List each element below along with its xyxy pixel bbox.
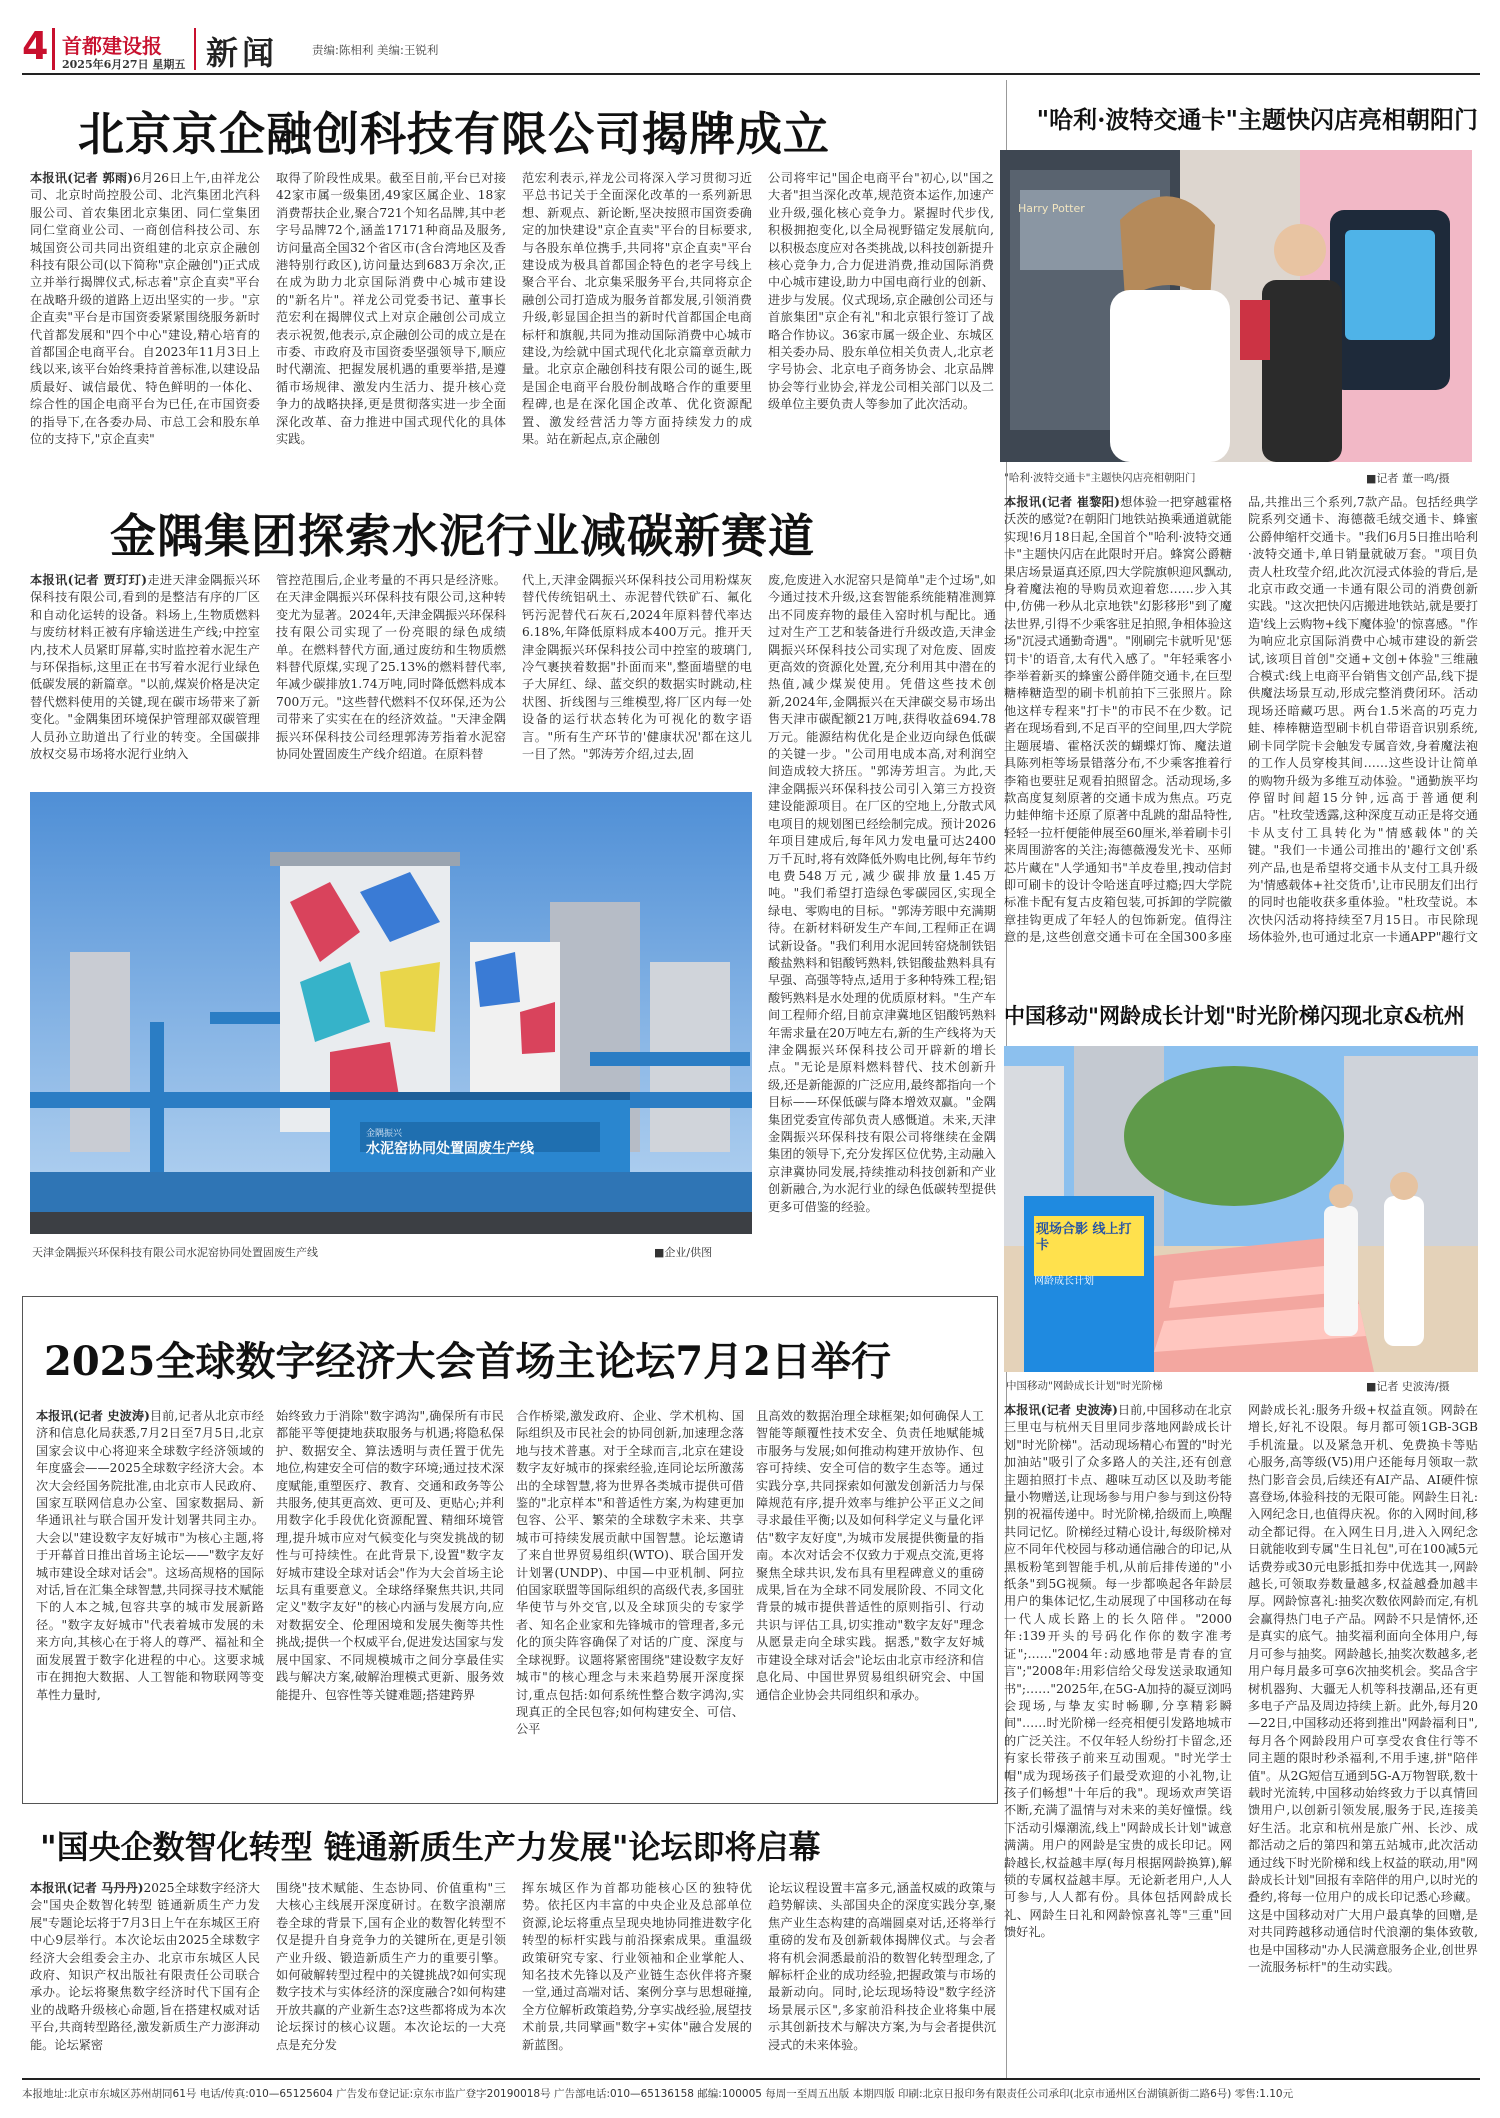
article-column: 代上,天津金隅振兴环保科技公司用粉煤灰替代传统铝矾土、赤泥替代铁矿石、氟化钙污泥替代石灰石,2024年原料替代率达6.18%,年降低原料成本400万元。推开天津金隅振兴环保科技公司中控室的玻璃门,冷气裹挟着数据"扑面而来",整面墙壁的电子大屏红、绿、蓝交织的数据实时跳动,柱状图、折线图与三维模型,将厂区内每一处设备的运行状态转化为可视化的数字语言。"所有生产环节的'健康状况'都在这儿一目了然。"郭涛芳介绍,过去,固 bbox=[522, 573, 752, 762]
china-mobile-illustration bbox=[1004, 1046, 1478, 1372]
byline: 本报讯(记者 马丹丹) bbox=[30, 1881, 144, 1895]
headline-jinyu: 金隅集团探索水泥行业减碳新赛道 bbox=[110, 509, 815, 563]
editors: 责编:陈相利 美编:王锐利 bbox=[312, 43, 439, 57]
photo-caption: 中国移动"网龄成长计划"时光阶梯 bbox=[1006, 1380, 1163, 1392]
article-column: 废,危废进入水泥窑只是简单"走个过场",如今通过技术升级,这套智能系统能精准测算出不同废弃物的最佳入窑时机与配比。通过对生产工艺和装备进行升级改造,天津金隅振兴环保科技公司实现了对危废、固废更高效的资源化处置,充分利用其中潜在的热值,减少煤炭使用。凭借这些技术创新,2024年,金隅振兴在天津碳交易市场出售天津市碳配额21万吨,获得收益694.78万元。能源结构优化是企业迈向绿色低碳的关键一步。"公司用电成本高,对利润空间造成较大挤压。"郭涛芳坦言。为此,天津金隅振兴环保科技公司引入第三方投资建设能源项目。在厂区的空地上,分散式风电项目的规划图已经绘制完成。预计2026年项目建成后,每年风力发电量可达2400万千瓦时,将有效降低外购电比例,每年节约电费548万元,减少碳排放量1.45万吨。"我们希望打造绿色零碳园区,实现全绿电、零购电的目标。"郭涛芳眼中充满期待。在新材料研发生产车间,工程师正在调试新设备。"我们利用水泥回转窑烧制铁铝酸盐熟料和铝酸钙熟料,铁铝酸盐熟料具有早强、高强等特点,适用于多种特殊工程;铝酸钙熟料是水处理的优质原材料。"生产车间工程师介绍,目前京津冀地区铝酸钙熟料年需求量在20万吨左右,新的生产线将为天津金隅振兴环保科技公司开辟新的增长点。"无论是原料燃料替代、技术创新升级,还是新能源的广泛应用,最终都指向一个目标——环保低碳与降本增效双赢。"金隅集团党委宣传部负责人感慨道。未来,天津金隅振兴环保科技有限公司将继续在金隅集团的领导下,充分发挥区位优势,主动融入京津冀协同发展,持续推动科技创新和产业创新融合,为水泥行业的绿色低碳转型提供更多可借鉴的经验。 bbox=[768, 573, 996, 1214]
article-column: 管控范围后,企业考量的不再只是经济账。在天津金隅振兴环保科技有限公司,这种转变尤为显著。2024年,天津金隅振兴环保科技有限公司实现了一份亮眼的绿色成绩单。在燃料替代方面,通过废纺和生物质燃料替代原煤,实现了25.13%的燃料替代率,年减少碳排放1.74万吨,同时降低燃料成本700万元。"这些替代燃料不仅环保,还为公司带来了实实在在的经济效益。"天津金隅振兴环保科技公司经理郭涛芳指着水泥窑协同处置固废生产线介绍道。在原料替 bbox=[276, 573, 506, 762]
paper-name: 首都建设报 bbox=[62, 34, 162, 58]
article-column: 本报讯(记者 史波涛)日前,中国移动在北京三里屯与杭州天目里同步落地网龄成长计划"时光阶梯"。活动现场精心布置的"时光加油站"吸引了众多路人的关注,还有创意主题拍照打卡点、趣味互动区以及助考能量小物赠送,让现场参与用户参与到这份特别的祝福传递中。时光阶梯,拾级而上,唤醒共同记忆。阶梯经过精心设计,每级阶梯对应不同年代校园与移动通信融合的印记,从黑板粉笔到智能手机,从前后排传递的"小纸条"到5G视频。每一步都唤起各年龄层用户的集体记忆,生动展现了中国移动在每一代人成长路上的长久陪伴。"2000年:139开头的号码化作你的数字准考证";……"2004年:动感地带是青春的宣言";"2008年:用彩信给父母发送录取通知书";……"2025年,在5G-A加持的凝豆浏吗会现场,与挚友实时畅聊,分享精彩瞬间"……时光阶梯一经亮相便引发路地城市的广泛关注。不仅年轻人纷纷打卡留念,还有家长带孩子前来互动围观。"时光学士帽"成为现场孩子们最受欢迎的小礼物,让孩子们畅想"十年后的我"。现场欢声笑语不断,充满了温情与对未来的美好憧憬。线下活动引爆潮流,线上"网龄成长计划"诚意满满。用户的网龄是宝贵的成长印记。网龄越长,权益越丰厚(每月根据网龄换算),解锁的专属权益越丰厚。无论新老用户,人人可参与,人人都有份。具体包括网龄成长礼、网龄生日礼和网龄惊喜礼等"三重"回馈好礼。 bbox=[1004, 1403, 1232, 1940]
article-column: 围绕"技术赋能、生态协同、价值重构"三大核心主线展开深度研讨。在数字浪潮席卷全球的背景下,国有企业的数智化转型不仅是提升自身竞争力的关键所在,更是引领产业升级、锻造新质生产力的重要引擎。如何破解转型过程中的关键挑战?如何实现数字技术与实体经济的深度融合?如何构建开放共赢的产业新生态?这些都将成为本次论坛探讨的核心议题。本次论坛的一大亮点是充分发 bbox=[276, 1881, 506, 2052]
article-digital-economy bbox=[36, 1408, 988, 1796]
page-number-bar bbox=[52, 28, 55, 70]
article-column: 合作桥梁,激发政府、企业、学术机构、国际组织及市民社会的协同创新,加速理念落地与技术普惠。对于全球而言,北京在建设数字友好城市的探索经验,连同论坛所激荡出的全球智慧,将为世界各类城市提供可借鉴的"北京样本"和普适性方案,为构建更加包容、公平、繁荣的全球数字未来、共享城市可持续发展贡献中国智慧。论坛邀请了来自世界贸易组织(WTO)、联合国开发计划署(UNDP)、中国—中亚机制、阿拉伯国家联盟等国际组织的高级代表,多国驻华使节与外交官,以及全球顶尖的专家学者、知名企业家和先锋城市的管理者,多元化的顶尖阵容确保了对话的广度、深度与全球视野。议题将紧密围绕"建设数字友好城市"的核心理念与未来趋势展开深度探讨,重点包括:如何系统性整合数字鸿沟,实现真正的全民包容;如何构建安全、可信、公平 bbox=[516, 1409, 744, 1737]
photo-building-sign: 水泥窑协同处置固废生产线 bbox=[366, 1141, 534, 1157]
cement-plant-photo bbox=[30, 792, 752, 1234]
footer-imprint: 本报地址:北京市东城区苏州胡同61号 电话/传真:010—65125604 广告发布登记证:京东市监广登字20190018号 广告部电话:010—65136158 邮编:100005 每周一至周五出版 本期四版 印刷:北京日报印务有限责任公司承印(北京市通州区台湖镇新街二路6号) 零售:1.10元 bbox=[22, 2088, 1294, 2100]
headline-digital-economy: 2025全球数字经济大会首场主论坛7月2日举行 bbox=[44, 1338, 891, 1385]
byline: 本报讯(记者 史波涛) bbox=[1004, 1403, 1118, 1417]
photo-credit: ■企业/供图 bbox=[654, 1246, 713, 1259]
headline-china-mobile: 中国移动"网龄成长计划"时光阶梯闪现北京&杭州 bbox=[1004, 1003, 1465, 1028]
article-column: 本报讯(记者 郭雨)6月26日上午,由祥龙公司、北京时尚控股公司、北汽集团北汽科服公司、首农集团北京集团、同仁堂集团同仁堂商业公司、一商创信科技公司、东城国资公司共同出资组建的北京京企融创科技有限公司(以下简称"京企融创")正式成立并举行揭牌仪式,标志着"京企直卖"平台在战略升级的道路上迈出坚实的一步。"京企直卖"平台是市国资委紧紧围绕服务新时代首都发展和"四个中心"建设,精心培育的首都国企电商平台。自2023年11月3日上线以来,该平台始终秉持首善标准,以建设品质最好、诚信最优、特色鲜明的一体化、综合性的国企电商平台为已任,在市国资委的指导下,在各委办局、市总工会和股东单位的支持下,"京企直卖" bbox=[30, 171, 260, 447]
article-column: 挥东城区作为首都功能核心区的独特优势。依托区内丰富的中央企业及总部单位资源,论坛将重点呈现央地协同推进数字化转型的标杆实践与前沿探索成果。重温级政策研究专家、行业领袖和企业掌舵人、知名技术先锋以及产业链生态伙伴将齐聚一堂,通过高端对话、案例分享与思想碰撞,全方位解析政策趋势,分享实战经验,展望技术前景,共同擘画"数字+实体"融合发展的新蓝图。 bbox=[522, 1881, 752, 2052]
byline: 本报讯(记者 郭雨) bbox=[30, 171, 134, 185]
article-kingqi bbox=[30, 170, 996, 470]
article-column: 本报讯(记者 马丹丹)2025全球数字经济大会"国央企数智化转型 链通新质生产力发展"专题论坛将于7月3日上午在东城区王府中心9层举行。本次论坛由2025全球数字经济大会组委会主办、北京市东城区人民政府、知识产权出版社有限责任公司联合承办。论坛将聚焦数字经济时代下国有企业的战略升级核心命题,旨在搭建权威对话平台,共商转型路径,激发新质生产力澎湃动能。论坛紧密 bbox=[30, 1881, 260, 2052]
article-harry-potter bbox=[1004, 494, 1478, 950]
photo-shop-sign: Harry Potter bbox=[1018, 202, 1085, 215]
photo-credit: ■记者 史波涛/摄 bbox=[1366, 1380, 1450, 1393]
photo-banner: 网龄成长计划 bbox=[1034, 1276, 1094, 1287]
section-bar bbox=[194, 28, 196, 70]
article-column: 范宏利表示,祥龙公司将深入学习贯彻习近平总书记关于全面深化改革的一系列新思想、新观点、新论断,坚决按照市国资委确定的加快建设"京企直卖"平台的目标要求,与各股东单位携手,共同将"京企直卖"平台建设成为极具首都国企特色的老字号线上聚合平台、北京集采服务平台,共同将京企融创公司打造成为服务首都发展,引领消费升级,彰显国企担当的新时代首都国企电商标杆和旗舰,共同为推动国际消费中心城市建设,为绘就中国式现代化北京篇章贡献力量。北京京企融创科技有限公司的诞生,既是国企电商平台股份制战略合作的重要里程碑,也是在深化国企改革、优化资源配置、激发经营活力等方面持续发力的成果。站在新起点,京企融创 bbox=[522, 171, 752, 447]
photo-board-text: 现场合影 线上打卡 bbox=[1036, 1222, 1132, 1253]
headline-kingqi: 北京京企融创科技有限公司揭牌成立 bbox=[78, 107, 830, 161]
page-number: 4 bbox=[22, 24, 49, 68]
photo-caption: "哈利·波特交通卡"主题快闪店亮相朝阳门 bbox=[1004, 472, 1196, 484]
article-column: 公司将牢记"国企电商平台"初心,以"国之大者"担当深化改革,规范资本运作,加速产业升级,强化核心竞争力。紧握时代步伐,积极拥抱变化,以全局视野锚定发展航向,以积极态度应对各类挑战,以科技创新提升核心竞争力,合力促进消费,推动国际消费中心城市建设,助力中国电商行业的创新、进步与发展。仪式现场,京企融创公司还与首旅集团"京企有礼"和北京银行签订了战略合作协议。36家市属一级企业、东城区相关委办局、股东单位相关负责人,北京老字号协会、北京电子商务协会、北京品牌协会等行业协会,祥龙公司相关部门以及二级单位主要负责人等参加了此次活动。 bbox=[768, 171, 994, 412]
footer-rule bbox=[22, 2078, 1480, 2080]
article-forum bbox=[30, 1880, 996, 2070]
article-column: 且高效的数据治理全球框架;如何确保人工智能等颠覆性技术安全、负责任地赋能城市服务与发展;如何推动构建开放协作、包容可持续、安全可信的数字生态等。通过实践分享,共同探索如何激发创新活力与保障规范有序,提升效率与维护公平正义之间寻求最佳平衡;以及如何科学定义与量化评估"数字友好度",为城市发展提供衡量的指南。本次对话会不仅致力于观点交流,更将聚焦全球共识,发布具有里程碑意义的重磅成果,旨在为全球不同发展阶段、不同文化背景的城市提供普适性的原则指引、行动共识与评估工具,切实推动"数字友好"理念从愿景走向全球实践。据悉,"数字友好城市建设全球对话会"论坛由北京市经济和信息化局、中国世界贸易组织研究会、中国通信企业协会共同组织和承办。 bbox=[756, 1409, 984, 1702]
byline: 本报讯(记者 贾玎玎) bbox=[30, 573, 147, 587]
photo-caption: 天津金隅振兴环保科技有限公司水泥窑协同处置固废生产线 bbox=[32, 1246, 318, 1259]
article-column: 论坛议程设置丰富多元,涵盖权威的政策与趋势解读、头部国央企的深度实践分享,聚焦产业生态构建的高端圆桌对话,还将举行重磅的发布及创新载体揭牌仪式。与会者将有机会洞悉最前沿的数智化转型理念,了解标杆企业的成功经验,把握政策与市场的最新动向。同时,论坛现场特设"数字经济场景展示区",多家前沿科技企业将集中展示其创新技术与解决方案,为与会者提供沉浸式的未来体验。 bbox=[768, 1881, 996, 2052]
article-column: 网龄成长礼:服务升级+权益直领。网龄在增长,好礼不设限。每月都可领1GB-3GB手机流量。以及紧急开机、免费换卡等贴心服务,高等级(V5)用户还能每月领取一款热门影音会员,后续还有AI产品、AI硬件惊喜登场,体验科技的无限可能。网龄生日礼:入网纪念日,也值得庆祝。你的入网时间,移动全都记得。在入网生日月,进入入网纪念日就能收到专属"生日礼包",可在100减5元话费券或30元电影抵扣券中优选其一,网龄越长,可领取券数量越多,权益越叠加越丰厚。网龄惊喜礼:抽奖次数依网龄而定,有机会赢得热门电子产品。网龄不只是情怀,还是真实的底气。抽奖福利面向全体用户,每月可参与抽奖。网龄越长,抽奖次数越多,老用户每月最多可享6次抽奖机会。奖品含宇树机器狗、大疆无人机等科技潮品,还有更多电子产品及周边持续上新。此外,每月20—22日,中国移动还将到推出"网龄福利日",每月各个网龄段用户可享受农食住行等不同主题的限时秒杀福利,不用手速,拼"陪伴值"。从2G短信互通到5G-A万物智联,数十载时光流转,中国移动始终致力于以真情回馈用户,以创新引领发展,服务于民,连接美好生活。北京和杭州是旅广州、长沙、成都活动之后的第四和第五站城市,此次活动通过线下时光阶梯和线上权益的联动,用"网龄成长计划"回报有幸陪伴的用户,以时光的叠约,将每一位用户的成长印记悉心珍藏。这是中国移动对广大用户最真挚的回赠,是对共同跨越移动通信时代浪潮的集体致敬,也是中国移动"办人民满意服务企业,创世界一流服务标杆"的生动实践。 bbox=[1248, 1403, 1478, 1974]
byline: 本报讯(记者 崔黎阳) bbox=[1004, 495, 1120, 509]
article-china-mobile bbox=[1004, 1402, 1478, 2070]
article-column: 始终致力于消除"数字鸿沟",确保所有市民都能平等便捷地获取服务与机遇;将隐私保护、数据安全、算法透明与责任置于优先地位,构建安全可信的数字环境;通过技术深度赋能,重塑医疗、教育、交通和政务等公共服务,使其更高效、更可及、更贴心;并利用数字化手段优化资源配置、精细环境管理,提升城市应对气候变化与突发挑战的韧性与可持续性。在此背景下,设置"数字友好城市建设全球对话会"作为大会首场主论坛具有重要意义。全球络绎聚焦共识,共同定义"数字友好"的核心内涵与发展方向,应对数据安全、伦理困境和发展失衡等共性挑战;提供一个权威平台,促进发达国家与发展中国家、不同规模城市之间分享最佳实践与解决方案,破解治理模式更新、服务效能提升、包容性等关键难题;搭建跨界 bbox=[276, 1409, 504, 1702]
article-column: 本报讯(记者 崔黎阳)想体验一把穿越霍格沃茨的感觉?在朝阳门地铁站换乘通道就能实现!6月18日起,全国首个"哈利·波特交通卡"主题快闪店在此限时开启。蜂窝公爵糖果店场景逼真还原,四大学院旗帜迎风飘动,身着魔法袍的导购员欢迎着您……步入其中,仿佛一秒从北京地铁"幻影移形"到了魔法世界,引得不少乘客驻足拍照,争相体验这场"沉浸式通勤奇遇"。"刚刷完卡就听见'惩罚卡'的语音,太有代入感了。"年轻乘客小李举着新买的蜂蜜公爵伴随交通卡,在巨型糖棒糖造型的刷卡机前拍下三张照片。除他这样专程来"打卡"的市民不在少数。记者在现场看到,不足百平的空间里,四大学院主题展墙、霍格沃茨的蝴蝶灯饰、魔法道具陈列柜等场景错落分布,不少乘客推着行李箱也要驻足观看拍照留念。活动现场,多款高度复刻原著的交通卡成为焦点。巧克力蛙伸缩卡还原了原著中乱跳的甜品特性,轻轻一拉杆便能伸展至60厘米,举着刷卡引来周围游客的关注;海德薇漫发光卡、巫师芯片藏在"人学通知书"羊皮卷里,拽动信封即可刷卡的设计令哈迷直呼过瘾;四大学院标准卡配有复古皮箱包装,可拆卸的学院徽章挂钩更成了年轻人的包饰新宠。值得注意的是,这些创意交通卡可在全国300多座 bbox=[1004, 495, 1232, 945]
article-column: 取得了阶段性成果。截至目前,平台已对接42家市属一级集团,49家区属企业、18家消费帮扶企业,聚合721个知名品牌,其中老字号品牌72个,涵盖17171种商品及服务,访问量高全国32个省区市(含台湾地区及香港特别行政区),访问量达到683万余次,正在成为助力北京国际消费中心城市建设的"新名片"。祥龙公司党委书记、董事长范宏利在揭牌仪式上对京企融创公司成立表示祝贺,他表示,京企融创公司的成立是在市委、市政府及市国资委坚强领导下,顺应时代潮流、把握发展机遇的重要举措,是遵循市场规律、激发内生活力、提升核心竞争力的战略抉择,更是贯彻落实进一步全面深化改革、奋力推进中国式现代化的具体实践。 bbox=[276, 171, 506, 447]
cement-plant-illustration bbox=[30, 792, 752, 1234]
harry-potter-illustration bbox=[1000, 150, 1472, 462]
china-mobile-photo bbox=[1004, 1046, 1478, 1372]
masthead-rule bbox=[22, 73, 1480, 75]
article-column: 本报讯(记者 贾玎玎)走进天津金隅振兴环保科技有限公司,看到的是整洁有序的厂区和自动化运转的设备。料场上,生物质燃料与废纺材料正被有序输送进生产线;中控室内,技术人员紧盯屏幕,实时监控着水泥生产与环保指标,这里正在书写着水泥行业绿色低碳发展的新篇章。"以前,煤炭价格是决定替代燃料使用的关键,现在碳市场带来了新变化。"金隅集团环境保护管理部双碳管理人员孙立助道出了行业的转变。全国碳排放权交易市场将水泥行业纳入 bbox=[30, 573, 260, 762]
article-jinyu bbox=[30, 572, 996, 1272]
section-name: 新闻 bbox=[206, 34, 279, 72]
article-column: 本报讯(记者 史波涛)目前,记者从北京市经济和信息化局获悉,7月2日至7月5日,北京国家会议中心将迎来全球数字经济领域的年度盛会——2025全球数字经济大会。本次大会经国务院批准,由北京市人民政府、国家互联网信息办公室、国家数据局、新华通讯社与联合国开发计划署共同主办。大会以"建设数字友好城市"为核心主题,将于开幕首日推出首场主论坛——"数字友好城市建设全球对话会"。这场高规格的国际对话,旨在汇集全球智慧,共同探寻技术赋能下的人本之城,包容共享的城市发展新路径。"数字友好城市"代表着城市发展的未来方向,其核心在于将人的尊严、福祉和全面发展置于数字化进程的中心。这要求城市在拥抱大数据、人工智能和物联网等变革性力量时, bbox=[36, 1409, 264, 1702]
photo-building-logo: 金隅振兴 bbox=[366, 1129, 403, 1139]
harry-potter-photo bbox=[1000, 150, 1472, 462]
issue-date: 2025年6月27日 星期五 bbox=[62, 58, 186, 71]
headline-forum: "国央企数智化转型 链通新质生产力发展"论坛即将启幕 bbox=[40, 1828, 821, 1866]
article-column: 品,共推出三个系列,7款产品。包括经典学院系列交通卡、海德薇毛绒交通卡、蜂蜜公爵伸缩杆交通卡。"我们6月5日推出哈利·波特交通卡,单日销量就破万套。"项目负责人杜玫莹介绍,此次沉浸式体验的背后,是北京市政交通一卡通有限公司的消费创新实践。"这次把快闪店搬进地铁站,就是要打造'线上云购物+线下魔体验'的惊喜感。"作为响应北京国际消费中心城市建设的新尝试,该项目首创"交通+文创+体验"三维融合模式:线上电商平台销售文创产品,线下提供魔法场景互动,形成完整消费闭环。活动现场还暗藏巧思。两台1.5米高的巧克力蛙、棒棒糖造型刷卡机自带语音识别系统,刷卡同学院卡会触发专属音效,身着魔法袍的工作人员穿梭其间……这些设计让简单的购物升级为多维互动体验。"通勤族平均停留时间超15分钟,远高于普通便利店。"杜玫莹透露,这种深度互动正是将交通卡从支付工具转化为"情感载体"的关键。"我们一卡通公司推出的'趣行文创'系列产品,也是希望将交通卡从支付工具升级为'情感载体+社交货币',让市民朋友们出行的同时也能收获多重体验。"杜玫莹说。本次快闪活动将持续至7月15日。市民除现场体验外,也可通过北京一卡通APP"趣行文 bbox=[1248, 495, 1478, 945]
byline: 本报讯(记者 史波涛) bbox=[36, 1409, 150, 1423]
masthead bbox=[22, 24, 1480, 72]
photo-credit: ■记者 董一鸣/摄 bbox=[1366, 472, 1450, 485]
headline-harry-potter: "哈利·波特交通卡"主题快闪店亮相朝阳门 bbox=[1036, 105, 1478, 134]
